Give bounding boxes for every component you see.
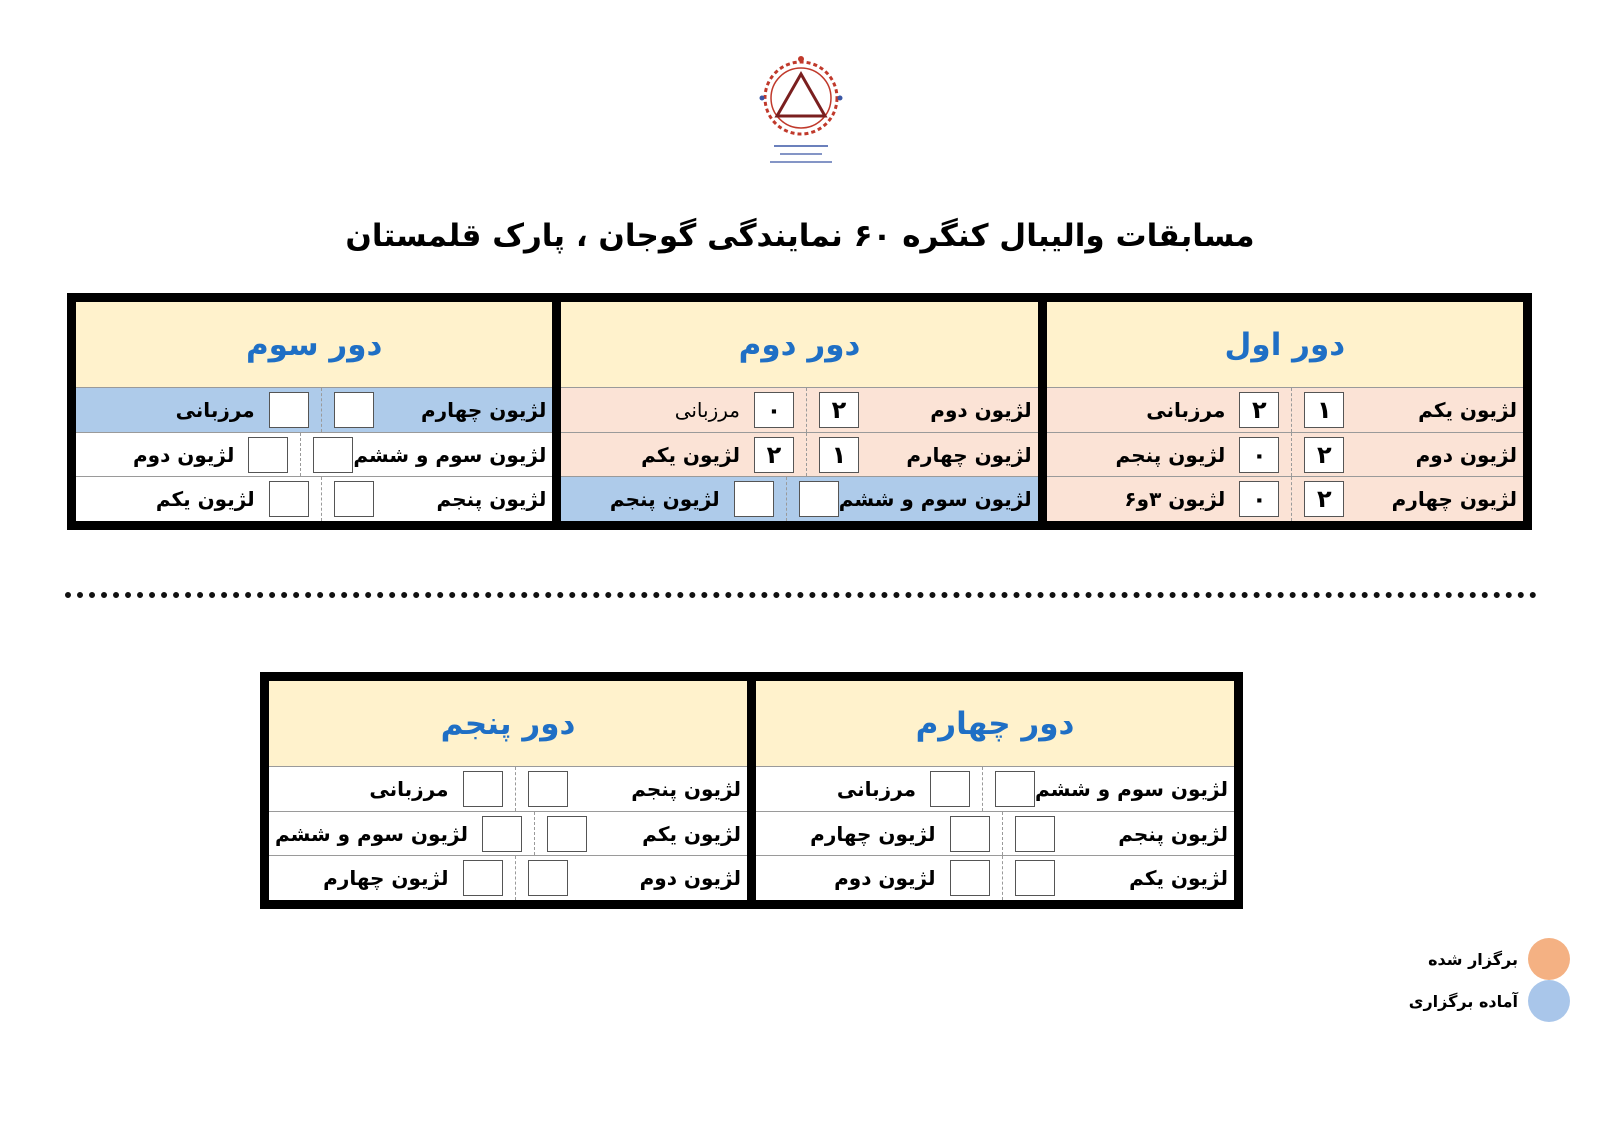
team-home: لژیون پنجم [436, 487, 547, 512]
team-away: لژیون چهارم [810, 821, 936, 846]
match-row [269, 767, 747, 812]
score-boxes [269, 477, 374, 521]
score-away: ۰ [754, 392, 794, 428]
score-separator [806, 388, 807, 432]
team-away: لژیون دوم [132, 442, 235, 467]
team-away: لژیون یکم [641, 442, 740, 467]
match-row [561, 433, 1037, 478]
match-list [269, 767, 747, 900]
round-title: دور اول [1047, 302, 1523, 388]
legend-label-done: برگزار شده [1428, 949, 1518, 969]
team-away: مرزبانی [175, 397, 255, 422]
score-separator [515, 767, 516, 811]
score-away [463, 860, 503, 896]
score-separator [534, 812, 535, 856]
score-boxes [482, 812, 587, 856]
score-away: ۰ [1239, 481, 1279, 517]
score-boxes [248, 433, 353, 477]
round-title: دور دوم [561, 302, 1037, 388]
score-separator [1291, 388, 1292, 432]
score-separator [300, 433, 301, 477]
score-home [799, 481, 839, 517]
team-away: مرزبانی [674, 397, 740, 422]
team-away: لژیون چهارم [323, 866, 449, 891]
rounds-table-top [67, 293, 1532, 530]
score-away [463, 771, 503, 807]
match-row [756, 812, 1234, 857]
score-away [482, 816, 522, 852]
match-row [756, 767, 1234, 812]
match-list [1047, 388, 1523, 521]
team-away: مرزبانی [1146, 397, 1226, 422]
score-boxes [754, 433, 859, 477]
team-home: لژیون سوم و ششم [838, 487, 1032, 512]
team-home: لژیون دوم [639, 866, 741, 891]
score-separator [515, 856, 516, 900]
score-away: ۲ [1239, 392, 1279, 428]
legend-item-ready [1380, 980, 1570, 1022]
round-panel [76, 302, 552, 521]
dotted-divider [65, 592, 1537, 598]
score-separator [1002, 812, 1003, 856]
score-boxes [930, 767, 1035, 811]
score-boxes [950, 856, 1055, 900]
round-title: دور چهارم [756, 681, 1234, 767]
team-home: لژیون چهارم [906, 442, 1032, 467]
team-home: لژیون چهارم [1391, 487, 1517, 512]
match-row [1047, 477, 1523, 521]
team-home: لژیون دوم [1415, 442, 1517, 467]
score-separator [786, 477, 787, 521]
match-row [1047, 388, 1523, 433]
match-list [76, 388, 552, 521]
legend-dot-ready [1528, 980, 1570, 1022]
score-separator [1291, 433, 1292, 477]
score-separator [1291, 477, 1292, 521]
score-home: ۲ [1304, 437, 1344, 473]
team-home: لژیون یکم [642, 821, 741, 846]
score-home [1015, 860, 1055, 896]
match-list [756, 767, 1234, 900]
round-panel [756, 681, 1234, 900]
score-away [734, 481, 774, 517]
team-away: لژیون پنجم [609, 487, 720, 512]
score-boxes [754, 388, 859, 432]
team-home: لژیون یکم [1418, 397, 1517, 422]
team-away: مرزبانی [836, 776, 917, 801]
score-away [269, 481, 309, 517]
team-home: لژیون پنجم [1118, 821, 1228, 846]
score-away [950, 816, 990, 852]
score-separator [321, 477, 322, 521]
team-home: لژیون سوم و ششم [353, 442, 547, 467]
match-row [561, 477, 1037, 521]
round-title: دور پنجم [269, 681, 747, 767]
team-away: لژیون دوم [834, 866, 936, 891]
score-away [950, 860, 990, 896]
team-away: لژیون پنجم [1115, 442, 1226, 467]
match-row [561, 388, 1037, 433]
team-home: لژیون چهارم [421, 397, 547, 422]
score-home [995, 771, 1035, 807]
score-home: ۱ [819, 437, 859, 473]
match-row [269, 856, 747, 900]
score-boxes [734, 477, 839, 521]
logo-emblem [734, 46, 868, 176]
score-separator [321, 388, 322, 432]
team-home: لژیون دوم [930, 397, 1032, 422]
score-away [269, 392, 309, 428]
match-row [76, 388, 552, 433]
team-away: لژیون ۳و۶ [1124, 487, 1226, 512]
team-home: لژیون یکم [1129, 866, 1228, 891]
score-boxes [1239, 388, 1344, 432]
round-title: دور سوم [76, 302, 552, 388]
score-away: ۰ [1239, 437, 1279, 473]
team-home: لژیون پنجم [631, 776, 741, 801]
score-separator [806, 433, 807, 477]
legend-item-done [1380, 938, 1570, 980]
score-boxes [463, 767, 568, 811]
score-home [1015, 816, 1055, 852]
score-separator [982, 767, 983, 811]
match-row [1047, 433, 1523, 478]
rounds-table-bottom [260, 672, 1243, 909]
score-home [528, 771, 568, 807]
score-separator [1002, 856, 1003, 900]
page-title: مسابقات والیبال کنگره ۶۰ نمایندگی گوجان ، پارک قلمستان [345, 218, 1255, 254]
score-home [334, 481, 374, 517]
legend-dot-done [1528, 938, 1570, 980]
team-away: لژیون سوم و ششم [275, 821, 468, 846]
score-boxes [950, 812, 1055, 856]
score-home: ۲ [1304, 481, 1344, 517]
score-home [547, 816, 587, 852]
score-home: ۲ [819, 392, 859, 428]
score-away [930, 771, 970, 807]
score-boxes [1239, 433, 1344, 477]
round-panel [1047, 302, 1523, 521]
team-away: مرزبانی [369, 776, 449, 801]
match-list [561, 388, 1037, 521]
score-home [528, 860, 568, 896]
round-panel [269, 681, 747, 900]
score-home [334, 392, 374, 428]
score-home [313, 437, 353, 473]
score-home: ۱ [1304, 392, 1344, 428]
score-boxes [463, 856, 568, 900]
match-row [756, 856, 1234, 900]
legend-label-ready: آماده برگزاری [1408, 991, 1518, 1011]
legend [1380, 938, 1570, 1022]
score-away: ۲ [754, 437, 794, 473]
team-away: لژیون یکم [155, 487, 255, 512]
match-row [269, 812, 747, 857]
triangle-circle-emblem-icon [734, 46, 868, 176]
score-away [248, 437, 288, 473]
score-boxes [1239, 477, 1344, 521]
round-panel [561, 302, 1037, 521]
match-row [76, 433, 552, 478]
match-row [76, 477, 552, 521]
score-boxes [269, 388, 374, 432]
team-home: لژیون سوم و ششم [1035, 776, 1228, 801]
